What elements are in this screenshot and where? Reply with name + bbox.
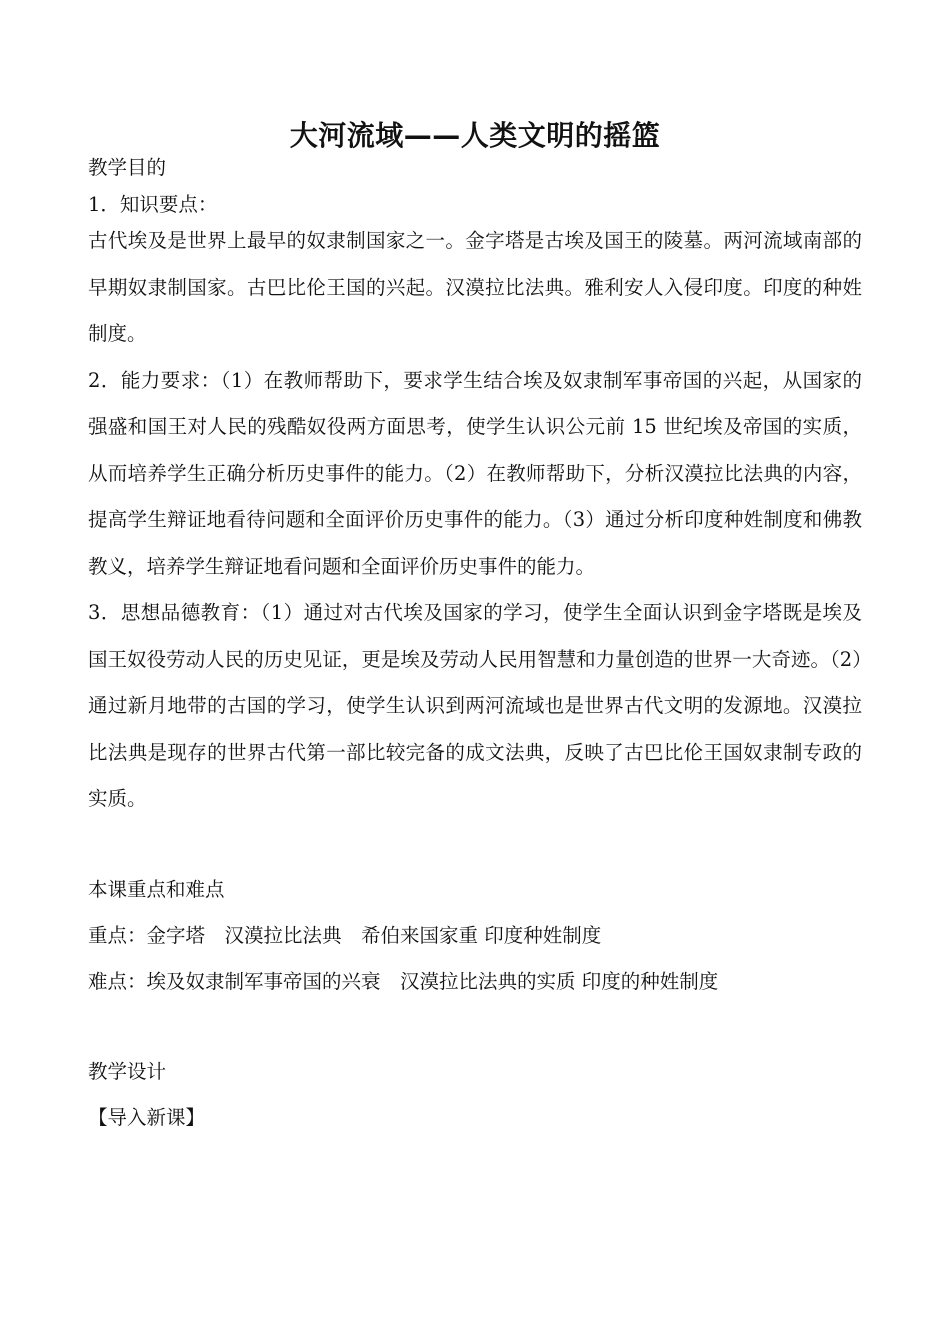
knowledge-heading: 1．知识要点： <box>88 193 218 216</box>
intro-heading: 【导入新课】 <box>88 1105 206 1129</box>
design-heading: 教学设计 <box>88 1059 167 1083</box>
section-spacer <box>88 1005 862 1049</box>
document-title: 大河流域——人类文明的摇篮 <box>289 119 661 152</box>
key-points-heading: 本课重点和难点 <box>88 877 225 901</box>
difficult-points-line: 难点：埃及奴隶制军事帝国的兴衰 汉漠拉比法典的实质 印度的种姓制度 <box>88 969 719 993</box>
key-points-line: 重点：金字塔 汉漠拉比法典 希伯来国家重 印度种姓制度 <box>88 923 602 947</box>
ability-paragraph: 2．能力要求：（1）在教师帮助下，要求学生结合埃及奴隶制军事帝国的兴起，从国家的强盛和国王对人民的残酷奴役两方面思考，使学生认识公元前 15 世纪埃及帝国的实质，从而培养学生正确分析历史事件的能力。（2）在教师帮助下，分析汉漠拉比法典的内容，提高学生辩证地看待问题和全面评价历史事件的能力。（3）通过分析印度种姓制度和佛教教义，培养学生辩证地看问题和全面评价历史事件的能力。 <box>88 368 862 578</box>
objectives-heading: 教学目的 <box>88 156 167 179</box>
moral-education-paragraph: 3．思想品德教育：（1）通过对古代埃及国家的学习，使学生全面认识到金字塔既是埃及国王奴役劳动人民的历史见证，更是埃及劳动人民用智慧和力量创造的世界一大奇迹。（2）通过新月地带的古国的学习，使学生认识到两河流域也是世界古代文明的发源地。汉漠拉比法典是现存的世界古代第一部比较完备的成文法典，反映了古巴比伦王国奴隶制专政的实质。 <box>88 601 862 810</box>
section-spacer <box>88 823 862 867</box>
document-body <box>88 152 862 1141</box>
knowledge-paragraph: 古代埃及是世界上最早的奴隶制国家之一。金字塔是古埃及国王的陵墓。两河流域南部的早期奴隶制国家。古巴比伦王国的兴起。汉漠拉比法典。雅利安人入侵印度。印度的种姓制度。 <box>88 229 862 345</box>
